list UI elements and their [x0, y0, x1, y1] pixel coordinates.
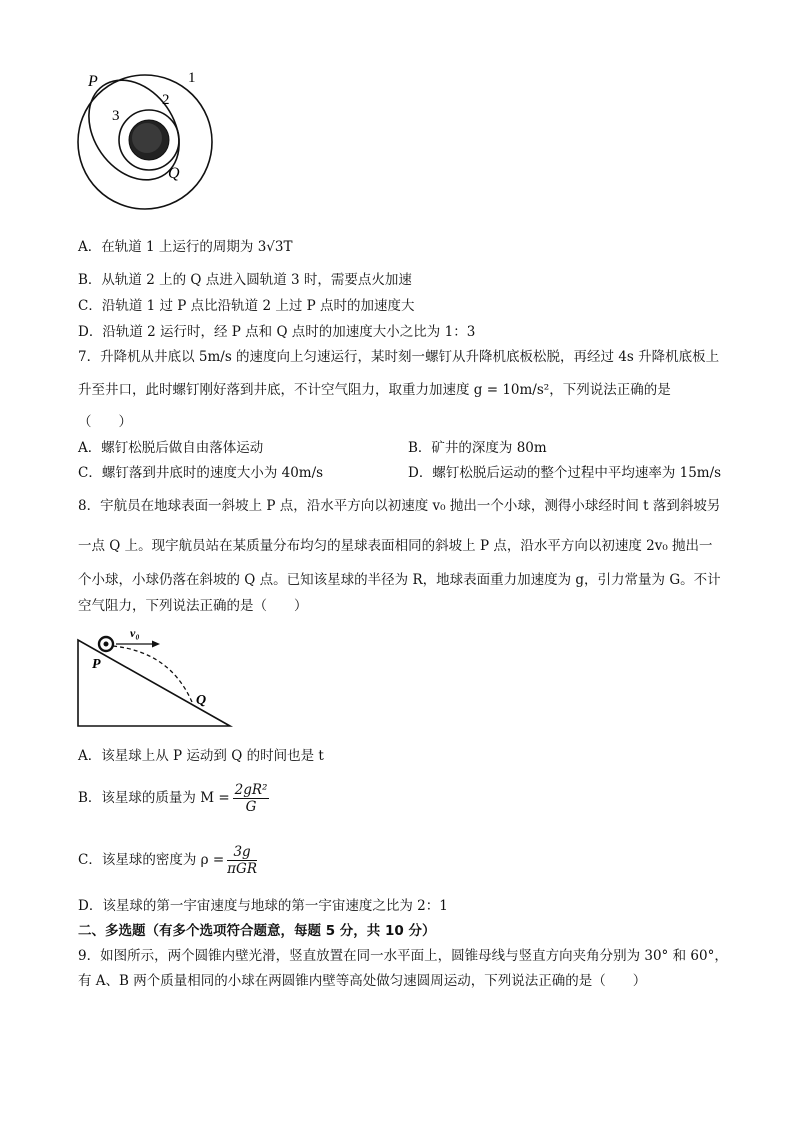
- q7-answer-bracket: （ ）: [78, 414, 132, 430]
- label-orbit-3: 3: [112, 108, 120, 124]
- orbit-figure: [70, 62, 220, 218]
- q8-option-a: A．该星球上从 P 运动到 Q 的时间也是 t: [78, 748, 324, 764]
- q7-stem-line2: 升至井口，此时螺钉刚好落到井底，不计空气阻力，取重力加速度 g = 10m/s²，下列说法正确的是: [78, 382, 671, 398]
- trajectory: [113, 646, 192, 702]
- arrowhead-icon: [152, 641, 160, 648]
- q6-option-d: D．沿轨道 2 运行时，经 P 点和 Q 点时的加速度大小之比为 1：3: [78, 324, 476, 340]
- q8-option-c: C．该星球的密度为 ρ = $\frac{3g}{\text{πGR}}$: [78, 844, 257, 877]
- label-p: P: [88, 73, 98, 90]
- slope-triangle: [78, 640, 230, 726]
- q9-stem-line2: 有 A、B 两个质量相同的小球在两圆锥内壁等高处做匀速圆周运动，下列说法正确的是（ ）: [78, 973, 647, 989]
- q7-option-a: A．螺钉松脱后做自由落体运动: [78, 440, 264, 456]
- q7-option-b: B．矿井的深度为 80m: [408, 440, 547, 456]
- q8-option-b: B．该星球的质量为 M = $\frac{\text{2gR²}}{G}$: [78, 782, 268, 815]
- q8-stem-line1: 8．宇航员在地球表面一斜坡上 P 点，沿水平方向以初速度 v₀ 抛出一个小球，测得小球经时间 t 落到斜坡另: [78, 498, 721, 514]
- fraction-numerator: 3g: [227, 844, 257, 861]
- fraction-denominator: πGR: [227, 861, 257, 877]
- q7-stem-line1: 7．升降机从井底以 5m/s 的速度向上匀速运行，某时刻一螺钉从升降机底板松脱，再经过 4s 升降机底板上: [78, 349, 720, 365]
- label-slope-p: P: [92, 657, 101, 672]
- label-orbit-1: 1: [188, 70, 196, 86]
- q6-option-a: A．在轨道 1 上运行的周期为 3√3T: [78, 239, 293, 255]
- q7-option-d: D．螺钉松脱后运动的整个过程中平均速率为 15m/s: [408, 465, 722, 481]
- q8-stem-line3: 个小球，小球仍落在斜坡的 Q 点。已知该星球的半径为 R，地球表面重力加速度为 g，引力常量为 G。不计: [78, 572, 721, 588]
- label-q: Q: [168, 165, 180, 182]
- label-orbit-2: 2: [162, 92, 170, 108]
- slope-figure: [70, 622, 240, 732]
- q6-option-b: B．从轨道 2 上的 Q 点进入圆轨道 3 时，需要点火加速: [78, 272, 412, 288]
- fraction-denominator: G: [245, 799, 257, 815]
- label-slope-q: Q: [196, 693, 207, 708]
- q7-option-c: C．螺钉落到井底时的速度大小为 40m/s: [78, 465, 324, 481]
- q6-option-c: C．沿轨道 1 过 P 点比沿轨道 2 上过 P 点时的加速度大: [78, 298, 415, 314]
- label-v0: v₀: [130, 626, 140, 640]
- q8-stem-line4: 空气阻力，下列说法正确的是（ ）: [78, 598, 308, 614]
- q9-stem-line1: 9．如图所示，两个圆锥内壁光滑，竖直放置在同一水平面上，圆锥母线与竖直方向夹角分别为 30° 和 60°，: [78, 948, 728, 964]
- q8-option-d: D．该星球的第一宇宙速度与地球的第一宇宙速度之比为 2：1: [78, 898, 448, 914]
- q8-stem-line2: 一点 Q 上。现宇航员站在某质量分布均匀的星球表面相同的斜坡上 P 点，沿水平方向以初速度 2v₀ 抛出一: [78, 538, 713, 554]
- fraction-numerator: 2gR²: [234, 782, 268, 798]
- planet-shade: [132, 123, 162, 153]
- section-heading: 二、多选题（有多个选项符合题意，每题 5 分，共 10 分）: [78, 923, 436, 939]
